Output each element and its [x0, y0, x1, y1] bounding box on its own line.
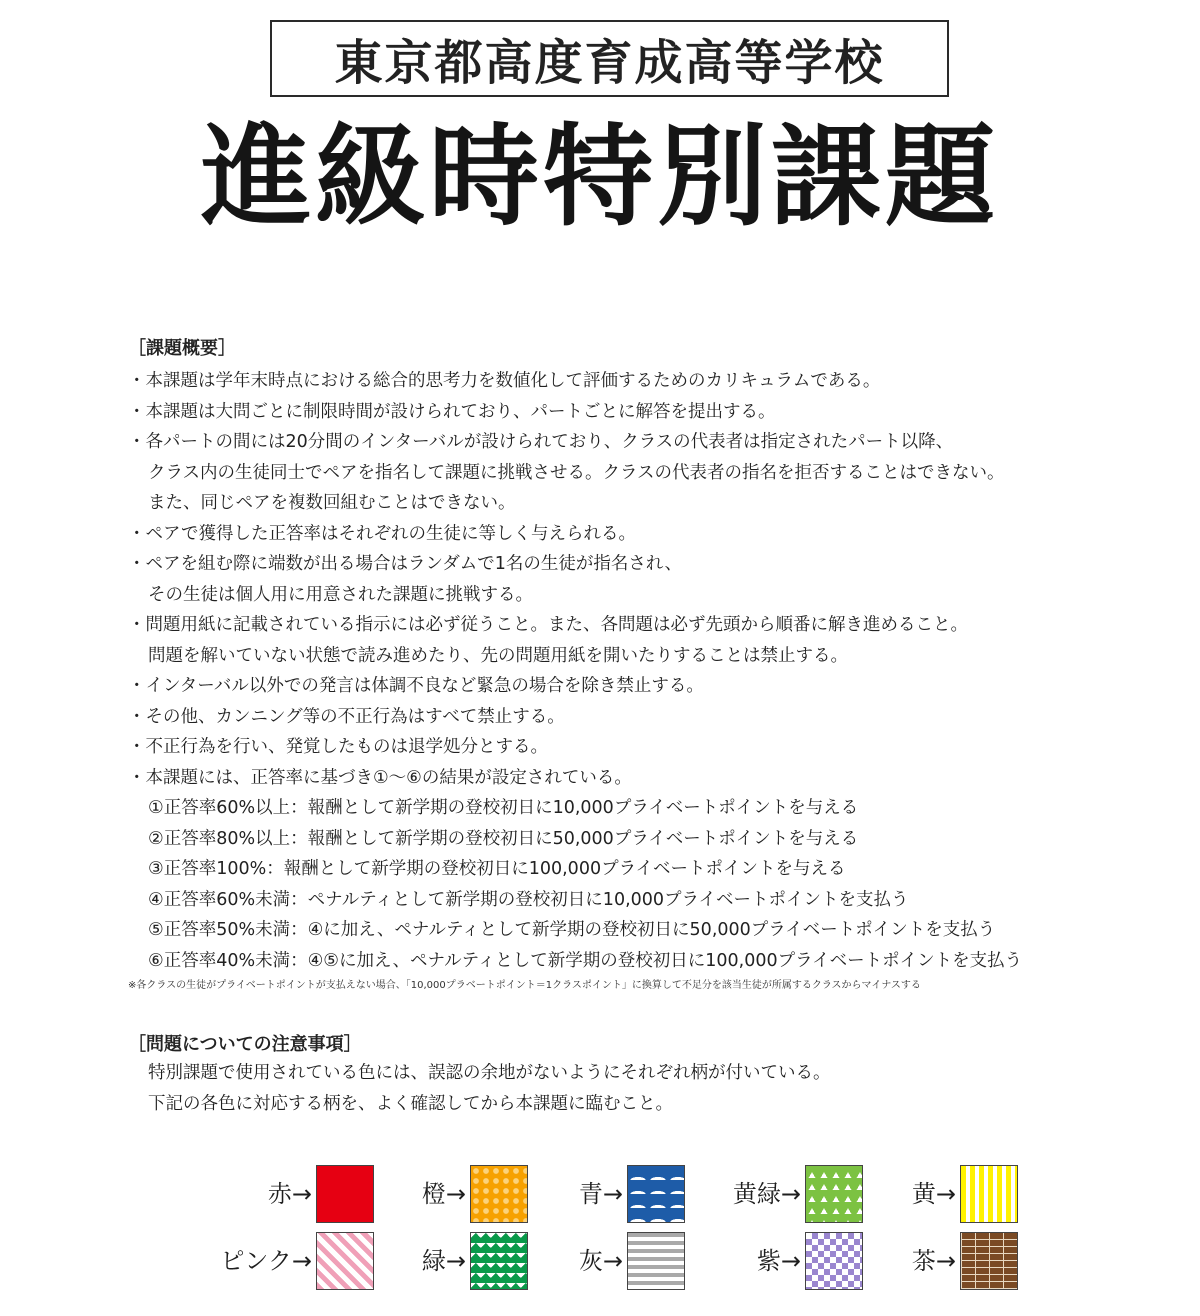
- page-title: 進級時特別課題: [201, 113, 999, 241]
- notice-line: 下記の各色に対応する柄を、よく確認してから本課題に臨むこと。: [148, 1093, 673, 1114]
- result-line: ⑥正答率40%未満：④⑤に加え、ペナルティとして新学期の登校初日に100,000プライベートポイントを支払う: [148, 950, 1023, 971]
- rule-line: ・問題用紙に記載されている指示には必ず従うこと。また、各問題は必ず先頭から順番に解き進めること。: [128, 615, 968, 635]
- legend-label: 黄緑→: [732, 1180, 801, 1208]
- legend-label: 灰→: [578, 1247, 623, 1275]
- rule-line: 問題を解いていない状態で読み進めたり、先の問題用紙を開いたりすることは禁止する。: [148, 645, 848, 666]
- result-line: ③正答率100%：報酬として新学期の登校初日に100,000プライベートポイントを与える: [148, 859, 846, 879]
- rule-line: ・本課題は学年末時点における総合的思考力を数値化して評価するためのカリキュラムである。: [128, 371, 881, 391]
- result-line: ⑤正答率50%未満：④に加え、ペナルティとして新学期の登校初日に50,000プライベートポイントを支払う: [148, 920, 996, 940]
- result-line: ②正答率80%以上：報酬として新学期の登校初日に50,000プライベートポイントを与える: [148, 828, 859, 849]
- yellow-stripes-swatch: [960, 1165, 1018, 1223]
- rule-line: また、同じペアを複数回組むことはできない。: [148, 493, 516, 513]
- rule-line: その生徒は個人用に用意された課題に挑戦する。: [148, 584, 533, 605]
- school-name-box: [270, 20, 949, 97]
- overview-rules: [128, 366, 1128, 976]
- rule-line: ・インターバル以外での発言は体調不良など緊急の場合を除き禁止する。: [128, 676, 704, 696]
- legend-label: 橙→: [421, 1180, 466, 1208]
- overview-heading: ［課題概要］: [128, 338, 236, 359]
- footnote: ※各クラスの生徒がプライベートポイントが支払えない場合、「10,000プラベートポイント＝1クラスポイント」に換算して不足分を該当生徒が所属するクラスからマイナスする: [128, 980, 921, 991]
- legend-label: 茶→: [911, 1247, 956, 1275]
- legend-yellowgreen: [640, 1165, 863, 1223]
- result-line: ④正答率60%未満：ペナルティとして新学期の登校初日に10,000プライベートポイントを支払う: [148, 889, 909, 910]
- rule-line: ・不正行為を行い、発覚したものは退学処分とする。: [128, 737, 548, 757]
- notice-line: 特別課題で使用されている色には、誤認の余地がないようにそれぞれ柄が付いている。: [148, 1063, 831, 1083]
- legend-label: 紫→: [756, 1247, 801, 1275]
- legend-yellow: [840, 1165, 1018, 1223]
- rule-line: ・その他、カンニング等の不正行為はすべて禁止する。: [128, 706, 565, 727]
- rule-line: ・ペアを組む際に端数が出る場合はランダムで1名の生徒が指名され、: [128, 554, 682, 574]
- legend-label: 緑→: [421, 1247, 466, 1275]
- result-line: ①正答率60%以上：報酬として新学期の登校初日に10,000プライベートポイントを与える: [148, 798, 859, 818]
- legend-label: 黄→: [911, 1180, 956, 1208]
- school-name: 東京都高度育成高等学校: [334, 35, 885, 91]
- legend-label: 青→: [578, 1180, 623, 1208]
- legend-label: 赤→: [267, 1180, 312, 1208]
- brown-bricks-swatch: [960, 1232, 1018, 1290]
- legend-purple: [640, 1232, 863, 1290]
- rule-line: クラス内の生徒同士でペアを指名して課題に挑戦させる。クラスの代表者の指名を拒否することはできない。: [148, 462, 1005, 483]
- rule-line: ・ペアで獲得した正答率はそれぞれの生徒に等しく与えられる。: [128, 523, 637, 544]
- notice-text: [148, 1058, 831, 1119]
- rule-line: ・本課題は大問ごとに制限時間が設けられており、パートごとに解答を提出する。: [128, 401, 776, 422]
- rule-line: ・本課題には、正答率に基づき①～⑥の結果が設定されている。: [128, 767, 632, 788]
- rule-line: ・各パートの間には20分間のインターバルが設けられており、クラスの代表者は指定されたパート以降、: [128, 432, 954, 452]
- notice-heading: ［問題についての注意事項］: [128, 1034, 362, 1055]
- legend-brown: [840, 1232, 1018, 1290]
- legend-label: ピンク→: [220, 1247, 312, 1275]
